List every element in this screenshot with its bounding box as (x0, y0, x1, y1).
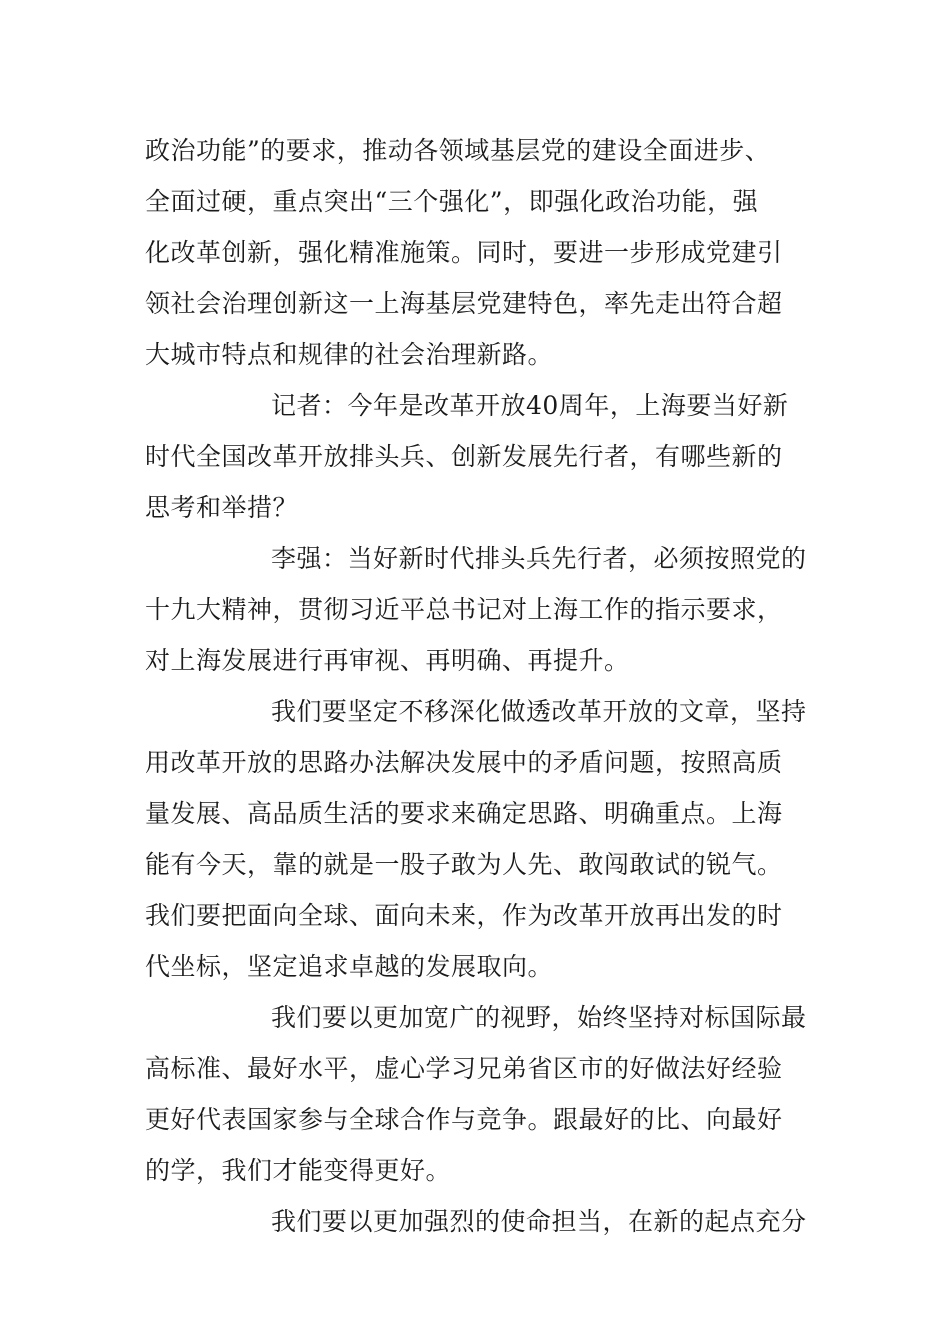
text-line: 领社会治理创新这一上海基层党建特色，率先走出符合超 (145, 289, 783, 318)
text-line: 政治功能”的要求，推动各领域基层党的建设全面进步、 (145, 136, 771, 165)
text-line: 对上海发展进行再审视、再明确、再提升。 (145, 646, 630, 675)
text-line: 量发展、高品质生活的要求来确定思路、明确重点。上海 (145, 799, 783, 828)
text-line: 思考和举措？ (145, 493, 299, 522)
text-line: 全面过硬，重点突出“三个强化”，即强化政治功能，强 (145, 187, 759, 216)
text-line-indented: 李强：当好新时代排头兵先行者，必须按照党的 (271, 544, 807, 573)
text-line: 代坐标，坚定追求卓越的发展取向。 (145, 952, 554, 981)
text-line: 的学，我们才能变得更好。 (145, 1156, 452, 1185)
text-line: 时代全国改革开放排头兵、创新发展先行者，有哪些新的 (145, 442, 783, 471)
text-line-indented: 记者：今年是改革开放40周年，上海要当好新 (271, 391, 789, 420)
text-line: 我们要把面向全球、面向未来，作为改革开放再出发的时 (145, 901, 783, 930)
text-line: 用改革开放的思路办法解决发展中的矛盾问题，按照高质 (145, 748, 783, 777)
text-line-indented: 我们要以更加强烈的使命担当，在新的起点充分 (271, 1207, 807, 1236)
text-line: 能有今天，靠的就是一股子敢为人先、敢闯敢试的锐气。 (145, 850, 783, 879)
text-line: 更好代表国家参与全球合作与竞争。跟最好的比、向最好 (145, 1105, 783, 1134)
text-line-indented: 我们要坚定不移深化做透改革开放的文章，坚持 (271, 697, 807, 726)
text-line: 高标准、最好水平，虚心学习兄弟省区市的好做法好经验 (145, 1054, 783, 1083)
text-line: 大城市特点和规律的社会治理新路。 (145, 340, 554, 369)
article-body (145, 125, 825, 1247)
text-line-indented: 我们要以更加宽广的视野，始终坚持对标国际最 (271, 1003, 807, 1032)
text-line: 化改革创新，强化精准施策。同时，要进一步形成党建引 (145, 238, 783, 267)
text-line: 十九大精神，贯彻习近平总书记对上海工作的指示要求， (145, 595, 783, 624)
